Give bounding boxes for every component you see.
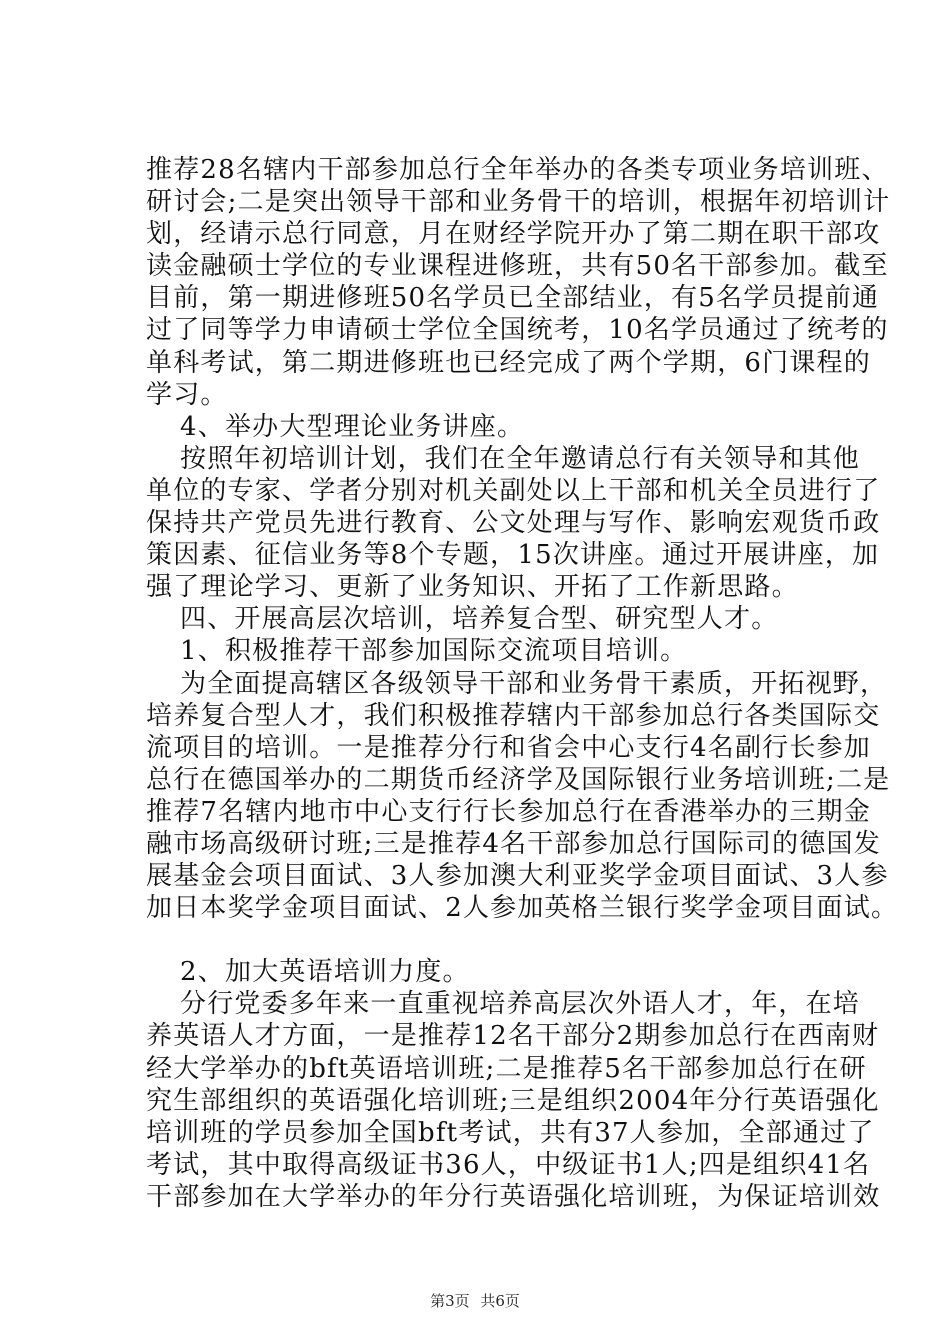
paragraph-line: 保持共产党员先进行教育、公文处理与写作、影响宏观货币政 <box>146 508 881 539</box>
page-total: 共6页 <box>480 1292 520 1310</box>
page-number: 第3页 <box>430 1292 470 1310</box>
paragraph-line: 为全面提高辖区各级领导干部和业务骨干素质，开拓视野， <box>180 668 888 699</box>
section-heading: 1、积极推荐干部参加国际交流项目培训。 <box>180 636 688 667</box>
paragraph-gap <box>146 924 858 956</box>
paragraph-line: 学习。 <box>146 379 228 410</box>
section-heading: 4、举办大型理论业务讲座。 <box>180 411 525 442</box>
paragraph-line: 干部参加在大学举办的年分行英语强化培训班，为保证培训效 <box>146 1181 881 1212</box>
paragraph-line: 目前，第一期进修班50名学员已全部结业，有5名学员提前通 <box>146 283 880 314</box>
paragraph-line: 研讨会;二是突出领导干部和业务骨干的培训，根据年初培训计 <box>146 187 891 218</box>
section-heading: 2、加大英语培训力度。 <box>180 957 470 988</box>
paragraph-line: 按照年初培训计划，我们在全年邀请总行有关领导和其他 <box>180 443 861 474</box>
paragraph-line: 推荐7名辖内地市中心支行行长参加总行在香港举办的三期金 <box>146 796 871 827</box>
paragraph-line: 推荐28名辖内干部参加总行全年举办的各类专项业务培训班、 <box>146 155 889 185</box>
paragraph-line: 读金融硕士学位的专业课程进修班，共有50名干部参加。截至 <box>146 251 889 282</box>
paragraph-line: 策因素、征信业务等8个专题，15次讲座。通过开展讲座，加 <box>146 540 880 571</box>
paragraph-line: 分行党委多年来一直重视培养高层次外语人才，年，在培 <box>180 989 861 1020</box>
paragraph-line: 总行在德国举办的二期货币经济学及国际银行业务培训班;二是 <box>146 764 891 795</box>
section-heading: 四、开展高层次培训，培养复合型、研究型人才。 <box>180 604 779 635</box>
page-footer <box>0 1291 950 1311</box>
paragraph-line: 单位的专家、学者分别对机关副处以上干部和机关全员进行了 <box>146 475 881 506</box>
document-body <box>146 154 899 1213</box>
paragraph-line: 过了同等学力申请硕士学位全国统考，10名学员通过了统考的 <box>146 315 889 346</box>
paragraph-line: 展基金会项目面试、3人参加澳大利亚奖学金项目面试、3人参 <box>146 861 889 892</box>
paragraph-line: 融市场高级研讨班;三是推荐4名干部参加总行国际司的德国发 <box>146 828 881 859</box>
paragraph-line: 加日本奖学金项目面试、2人参加英格兰银行奖学金项目面试。 <box>146 893 899 924</box>
paragraph-line: 划，经请示总行同意，月在财经学院开办了第二期在职干部攻 <box>146 219 881 250</box>
paragraph-line: 经大学举办的bft英语培训班;二是推荐5名干部参加总行在研 <box>146 1053 867 1084</box>
paragraph-line: 培养复合型人才，我们积极推荐辖内干部参加总行各类国际交 <box>146 700 881 731</box>
paragraph-line: 单科考试，第二期进修班也已经完成了两个学期，6门课程的 <box>146 347 871 378</box>
paragraph-line: 考试，其中取得高级证书36人，中级证书1人;四是组织41名 <box>146 1149 871 1180</box>
paragraph-line: 强了理论学习、更新了业务知识、开拓了工作新思路。 <box>146 572 799 603</box>
paragraph-line: 流项目的培训。一是推荐分行和省会中心支行4名副行长参加 <box>146 732 871 763</box>
paragraph-line: 培训班的学员参加全国bft考试，共有37人参加，全部通过了 <box>146 1117 875 1148</box>
paragraph-line: 养英语人才方面，一是推荐12名干部分2期参加总行在西南财 <box>146 1021 880 1052</box>
paragraph-line: 究生部组织的英语强化培训班;三是组织2004年分行英语强化 <box>146 1085 880 1116</box>
